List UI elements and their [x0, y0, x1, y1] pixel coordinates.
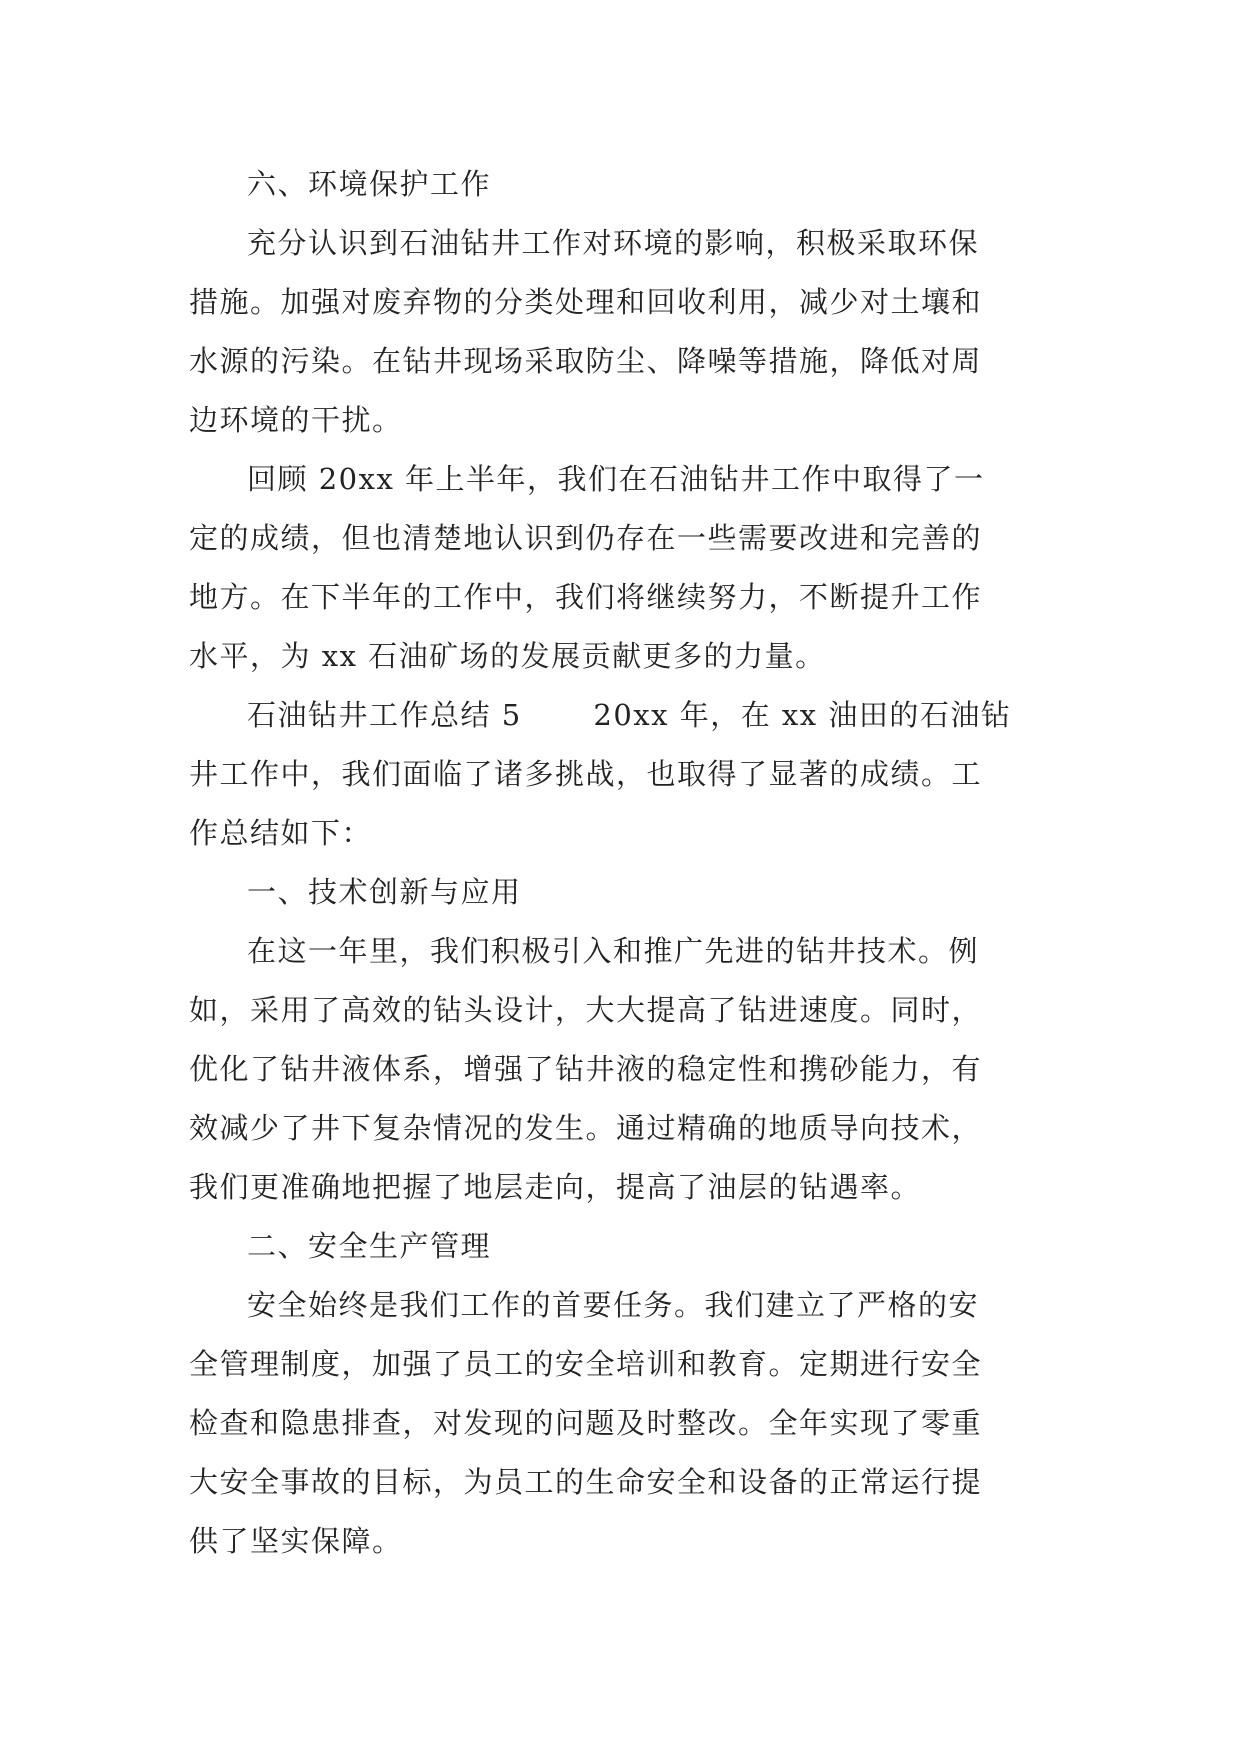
section-heading-safety: 二、安全生产管理 — [247, 1229, 492, 1263]
paragraph-safety: 安全始终是我们工作的首要任务。我们建立了严格的安 全管理制度，加强了员工的安全培训和教育。定期进行安全 检查和隐患排查，对发现的问题及时整改。全年实现了零重 大安全事故的目标，为员工的生命安全和设备的正常运行提 供了坚实保障。 — [189, 1288, 983, 1558]
paragraph-summary-5-intro: 石油钻井工作总结 5 20xx 年，在 xx 油田的石油钻 井工作中，我们面临了诸多挑战，也取得了显著的成绩。工 作总结如下： — [189, 698, 1012, 850]
paragraph-technology: 在这一年里，我们积极引入和推广先进的钻井技术。例 如，采用了高效的钻头设计，大大提高了钻进速度。同时， 优化了钻井液体系，增强了钻井液的稳定性和携砂能力，有 效减少了井下复杂情况的发生。通过精确的地质导向技术， 我们更准确地把握了地层走向，提高了油层的钻遇率。 — [189, 934, 983, 1204]
paragraph-review: 回顾 20xx 年上半年，我们在石油钻井工作中取得了一 定的成绩，但也清楚地认识到仍存在一些需要改进和完善的 地方。在下半年的工作中，我们将继续努力，不断提升工作 水平，为 xx 石油矿场的发展贡献更多的力量。 — [189, 462, 985, 673]
paragraph-environment: 充分认识到石油钻井工作对环境的影响，积极采取环保 措施。加强对废弃物的分类处理和回收利用，减少对土壤和 水源的污染。在钻井现场采取防尘、降噪等措施，降低对周 边环境的干扰。 — [189, 226, 983, 437]
document-body — [189, 155, 1069, 1571]
section-heading-technology: 一、技术创新与应用 — [247, 875, 522, 909]
section-heading-environment: 六、环境保护工作 — [247, 167, 492, 201]
